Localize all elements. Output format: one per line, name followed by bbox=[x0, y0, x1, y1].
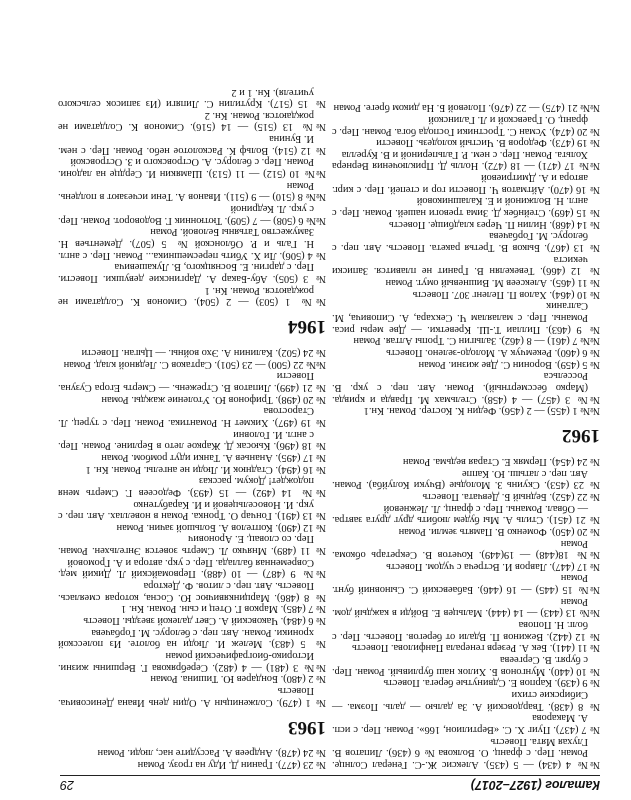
catalog-entry: № 9 (463). Пиллаи Т.-Ш. Креветки. — Две меры риса. Романы. Пер. с малаялам Ч. Секхара, А. Сиповича, М. Салганик bbox=[332, 300, 600, 335]
catalog-entry: № 17 (447). Лавров И. Встреча с чудом. Повесть bbox=[386, 560, 600, 572]
catalog-entry: № 5 (459). Воронин С. Две жизни. Роман bbox=[418, 358, 600, 370]
catalog-entry: №№ 3 (481) — 4 (482). Серебрякова Г. Вершины жизни. Историко-биографический роман bbox=[58, 650, 326, 673]
catalog-entry: №№ 18(448) — 19(449). Кочетов В. Секретарь обкома. Роман bbox=[332, 537, 600, 561]
catalog-entry: № 7 (485). Марков Г. Отец и сын. Роман. Кн. 1 bbox=[121, 603, 326, 615]
catalog-entry: № 21 (451). Стиль А. Мы будем любить друг друга завтра. — Обвал. Романы. Пер. с франц. Л. Лежневой bbox=[332, 502, 600, 526]
catalog-entry: № 23 (453). Скуинь З. Молодые (Вчуки Колуйба). Роман. Авт. пер. с латыш. Ю. Каппе bbox=[332, 467, 600, 491]
catalog-entry: №№ 6 (508) — 7 (509). Тютюнник Г. Водоворот. Роман. Пер. с укр. Л. Кедриной bbox=[58, 203, 326, 226]
catalog-entry: №№ 21 (475) — 22 (476). Полевой Б. На диком бреге. Роман bbox=[333, 102, 600, 114]
catalog-entry: №№ 15 (445) — 16 (446). Бабаевский С. Сыновний бунт. Роман bbox=[332, 572, 600, 596]
catalog-entry: № 8 (486). Марцинкявичюс Ю. Сосна, которая смеялась. Повесть. Авт. пер. с литов. Ф. Дектора bbox=[58, 580, 326, 603]
catalog-entry: № 13 (491). Гончар О. Тронка. Роман в новеллах. Авт. пер. с укр. И. Новосельцевой и И. Карабутенко bbox=[58, 498, 326, 522]
catalog-entry: № 4 (506). Ли Х. Убить пересмешника... Роман. Пер. с англ. Н. Галь и Р. Облонской № 5 (507). Дементьев Н. Замужество Татьяны Беловой. Роман bbox=[58, 226, 326, 261]
catalog-entry: № 19 (497). Хикмет Н. Романтика. Роман. Пер. с турец. Л. Старостова bbox=[58, 405, 326, 428]
catalog-entry: №№ 1 (455) — 2 (456). Федин К. Костер. Роман. Кн.1 bbox=[363, 405, 600, 417]
catalog-entry: № 19 (473). Федоров В. Чистый колодезь. Повести bbox=[376, 137, 600, 149]
catalog-entry: № 11 (441). Бек А. Резерв генерала Панфилова. Повесть bbox=[352, 642, 600, 654]
catalog-entry: № 6 (460). Рекемчук А. Молодо-зелено. Повесть bbox=[386, 347, 600, 358]
catalog-entry: № 11 (465). Алексеев М. Вишневый омут. Роман bbox=[385, 277, 600, 289]
catalog-entry: № 12 (466). Тевекелян В. Гранит не плавится. Записки чекиста bbox=[332, 253, 600, 277]
year-heading: 1963 bbox=[288, 716, 326, 738]
catalog-entry: № 2 (480). Бондарев Ю. Тишина. Роман bbox=[150, 673, 326, 685]
running-header bbox=[60, 775, 600, 792]
year-heading: 1962 bbox=[562, 425, 600, 447]
catalog-entry: №№ 14 (492) — 15 (493). Федосеев Г. Смерть меня подождет! Докум. рассказ bbox=[58, 475, 326, 498]
catalog-entry: № 22 (452). Бедный Б. Девчата. Повесть bbox=[422, 490, 600, 502]
catalog-entry: № 17 (495). Ананьев А. Танки идут ромбом. Роман bbox=[101, 451, 326, 463]
catalog-entry: №№ 8 (510) — 9 (511). Иванов А. Тени исчезают в полдень. Роман bbox=[58, 179, 326, 203]
catalog-entry: №№ 4 (434) — 5 (435). Алексис Ж.-С. Генерал Солнце. Роман. Пер. с франц. О. Волкова № 6 (436). Липатов В. Глухая Мята. Повесть bbox=[332, 735, 600, 770]
catalog-entry: № 23 (477). Гранин Д. Иду на грозу. Роман bbox=[137, 759, 326, 770]
year-heading: 1964 bbox=[288, 316, 326, 338]
catalog-entry: №№ 17 (471) — 18 (472). Нолль Д. Приключения Вернера Хольта. Роман. Пер. с нем. Р. Гальпериной и В. Курелла bbox=[332, 148, 600, 172]
catalog-entry: № 14 (468). Нилин П. Через кладбище. Повесть bbox=[389, 218, 600, 230]
catalog-entry: № 24 (478). Андреев А. Рассудите нас, люди. Роман bbox=[97, 747, 326, 759]
catalog-entry: № 12 (442). Вежинов П. Вдали от берегов. Повесть. Пер. с болг. Н. Попова bbox=[332, 619, 600, 642]
catalog-entry: № 10 (464). Халов П. Пеленг 307. Повесть bbox=[412, 288, 600, 300]
catalog-entry: №№ 13 (515) — 14 (516). Симонов К. Солдатами не рождаются. Роман. Кн. 2 bbox=[58, 109, 326, 133]
catalog-entry: № 8 (438). Твардовский А. За далью — даль. Поэма. — Сибирские стихи bbox=[332, 689, 600, 712]
catalog-entry: № 7 (437). Пуиг Х. С. «Вертилион, 166». Роман. Пер. с исп. А. Макарова bbox=[332, 712, 600, 736]
catalog-entry: № 18 (496). Кьюсак Д. Жаркое лето в Берлине. Роман. Пер. с англ. И. Головни bbox=[58, 428, 326, 452]
catalog-entry: № 16 (470). Айтматов Ч. Повести гор и степей. Пер. с кирг. автора и А. Дмитриевой bbox=[332, 172, 600, 195]
catalog-entry: № 20 (450). Фоменко В. Память земли. Роман bbox=[398, 525, 600, 537]
catalog-entry: № 11 (489). Мнячко Л. Смерть зовется Энгельхен. Роман. Пер. со словац. Е. Аронович bbox=[58, 533, 326, 557]
catalog-entry: №№ 22 (500) — 23 (501). Сартаков С. Ледяной клад. Роман bbox=[63, 358, 326, 370]
right-column bbox=[58, 86, 326, 770]
catalog-entry: №№ 10 (512) — 11 (513). Шамякин И. Сердце на ладони. Роман. Пер. с белорус. А. Островского и З. Островской bbox=[58, 156, 326, 180]
catalog-entry: № 12 (490). Коптелов А. Большой зачин. Роман bbox=[116, 521, 326, 533]
catalog-entry: № 24 (502). Калинин А. Эхо войны. — Цыган. Повести bbox=[81, 347, 326, 358]
catalog-entry: № 5 (483). Мележ И. Люди на болоте. Из полесской хроники. Роман. Авт. пер. с белорус. М. Горбачева bbox=[58, 626, 326, 650]
catalog-entry: № 3 (505). Абу-Бакар А. Даргинские девушки. Повести. Пер. с даргин. Е. Босняцкого, В. Лукашевича bbox=[58, 261, 326, 285]
catalog-entry: № 16 (494). Стаднюк И. Люди не ангелы. Роман. Кн. 1 bbox=[85, 463, 326, 475]
catalog-entry: № 21 (499). Липатов В. Стрежень. — Смерть Егора Сузуна. Повести bbox=[58, 370, 326, 393]
catalog-entry: № 12 (514). Вольф К. Расколотое небо. Роман. Пер. с нем. И. Бунина bbox=[58, 133, 326, 156]
catalog-entry: №№ 13 (443) — 14 (444). Мальцев Е. Войди в каждый дом. Роман bbox=[332, 595, 600, 619]
page-number: 29 bbox=[60, 778, 74, 792]
catalog-entry: №№ 7 (461) — 8 (462). Залыгин С. Тропы Алтая. Роман bbox=[353, 335, 600, 347]
catalog-entry: № 15 (469). Стейнбек Д. Зима тревоги нашей. Роман. Пер. с англ. Н. Волжиной и Е. Калашниковой bbox=[332, 195, 600, 219]
catalog-entry: № 1 (479). Солженицын А. Один день Ивана Денисовича. Повесть bbox=[58, 685, 326, 708]
catalog-entry: № 10 (440). Мунгонов Б. Хилок наш бурливый. Роман. Пер. с бурят. В. Сергеева bbox=[332, 654, 600, 677]
catalog-entry: №№ 3 (457) — 4 (458). Стельмах М. Правда и кривда. (Марко бессмертный). Роман. Авт. пер. с укр. В. Россельса bbox=[332, 370, 600, 405]
catalog-entry: № 20 (474). Усман С. Тростники Господа бога. Роман. Пер. с франц. О. Граевской и Л. Галинской bbox=[332, 113, 600, 137]
catalog-entry: № 6 (484). Чаковский А. Свет далекой звезды. Повесть bbox=[83, 615, 326, 627]
catalog-entry: № 13 (467). Быков В. Третья ракета. Повесть. Авт. пер. с белорус. М. Горбачева bbox=[332, 230, 600, 254]
catalog-entry: №№ 1 (503) — 2 (504). Симонов К. Солдатами не рождаются. Роман. Кн. 1 bbox=[58, 284, 326, 308]
catalog-entry: №№ 9 (487) — 10 (488). Первомайский Л. Дикий мед. Современная баллада. Пер. с укр. автора и А. Громовой bbox=[58, 556, 326, 580]
catalog-title: Каталог (1927–2017) bbox=[470, 778, 600, 792]
catalog-entry: № 15 (517). Крутилин С. Липяги (Из записок сельского учителя). Кн. 1 и 2 bbox=[58, 86, 326, 110]
catalog-entry: № 24 (454). Пермяк Е. Старая ведьма. Роман bbox=[402, 455, 600, 467]
catalog-entry: № 20 (498). Трифонов Ю. Утоление жажды. Роман bbox=[101, 393, 326, 405]
catalog-entry: № 9 (439). Карпов Е. Сдвинутые берега. Повесть bbox=[383, 677, 600, 689]
left-column bbox=[332, 102, 600, 770]
